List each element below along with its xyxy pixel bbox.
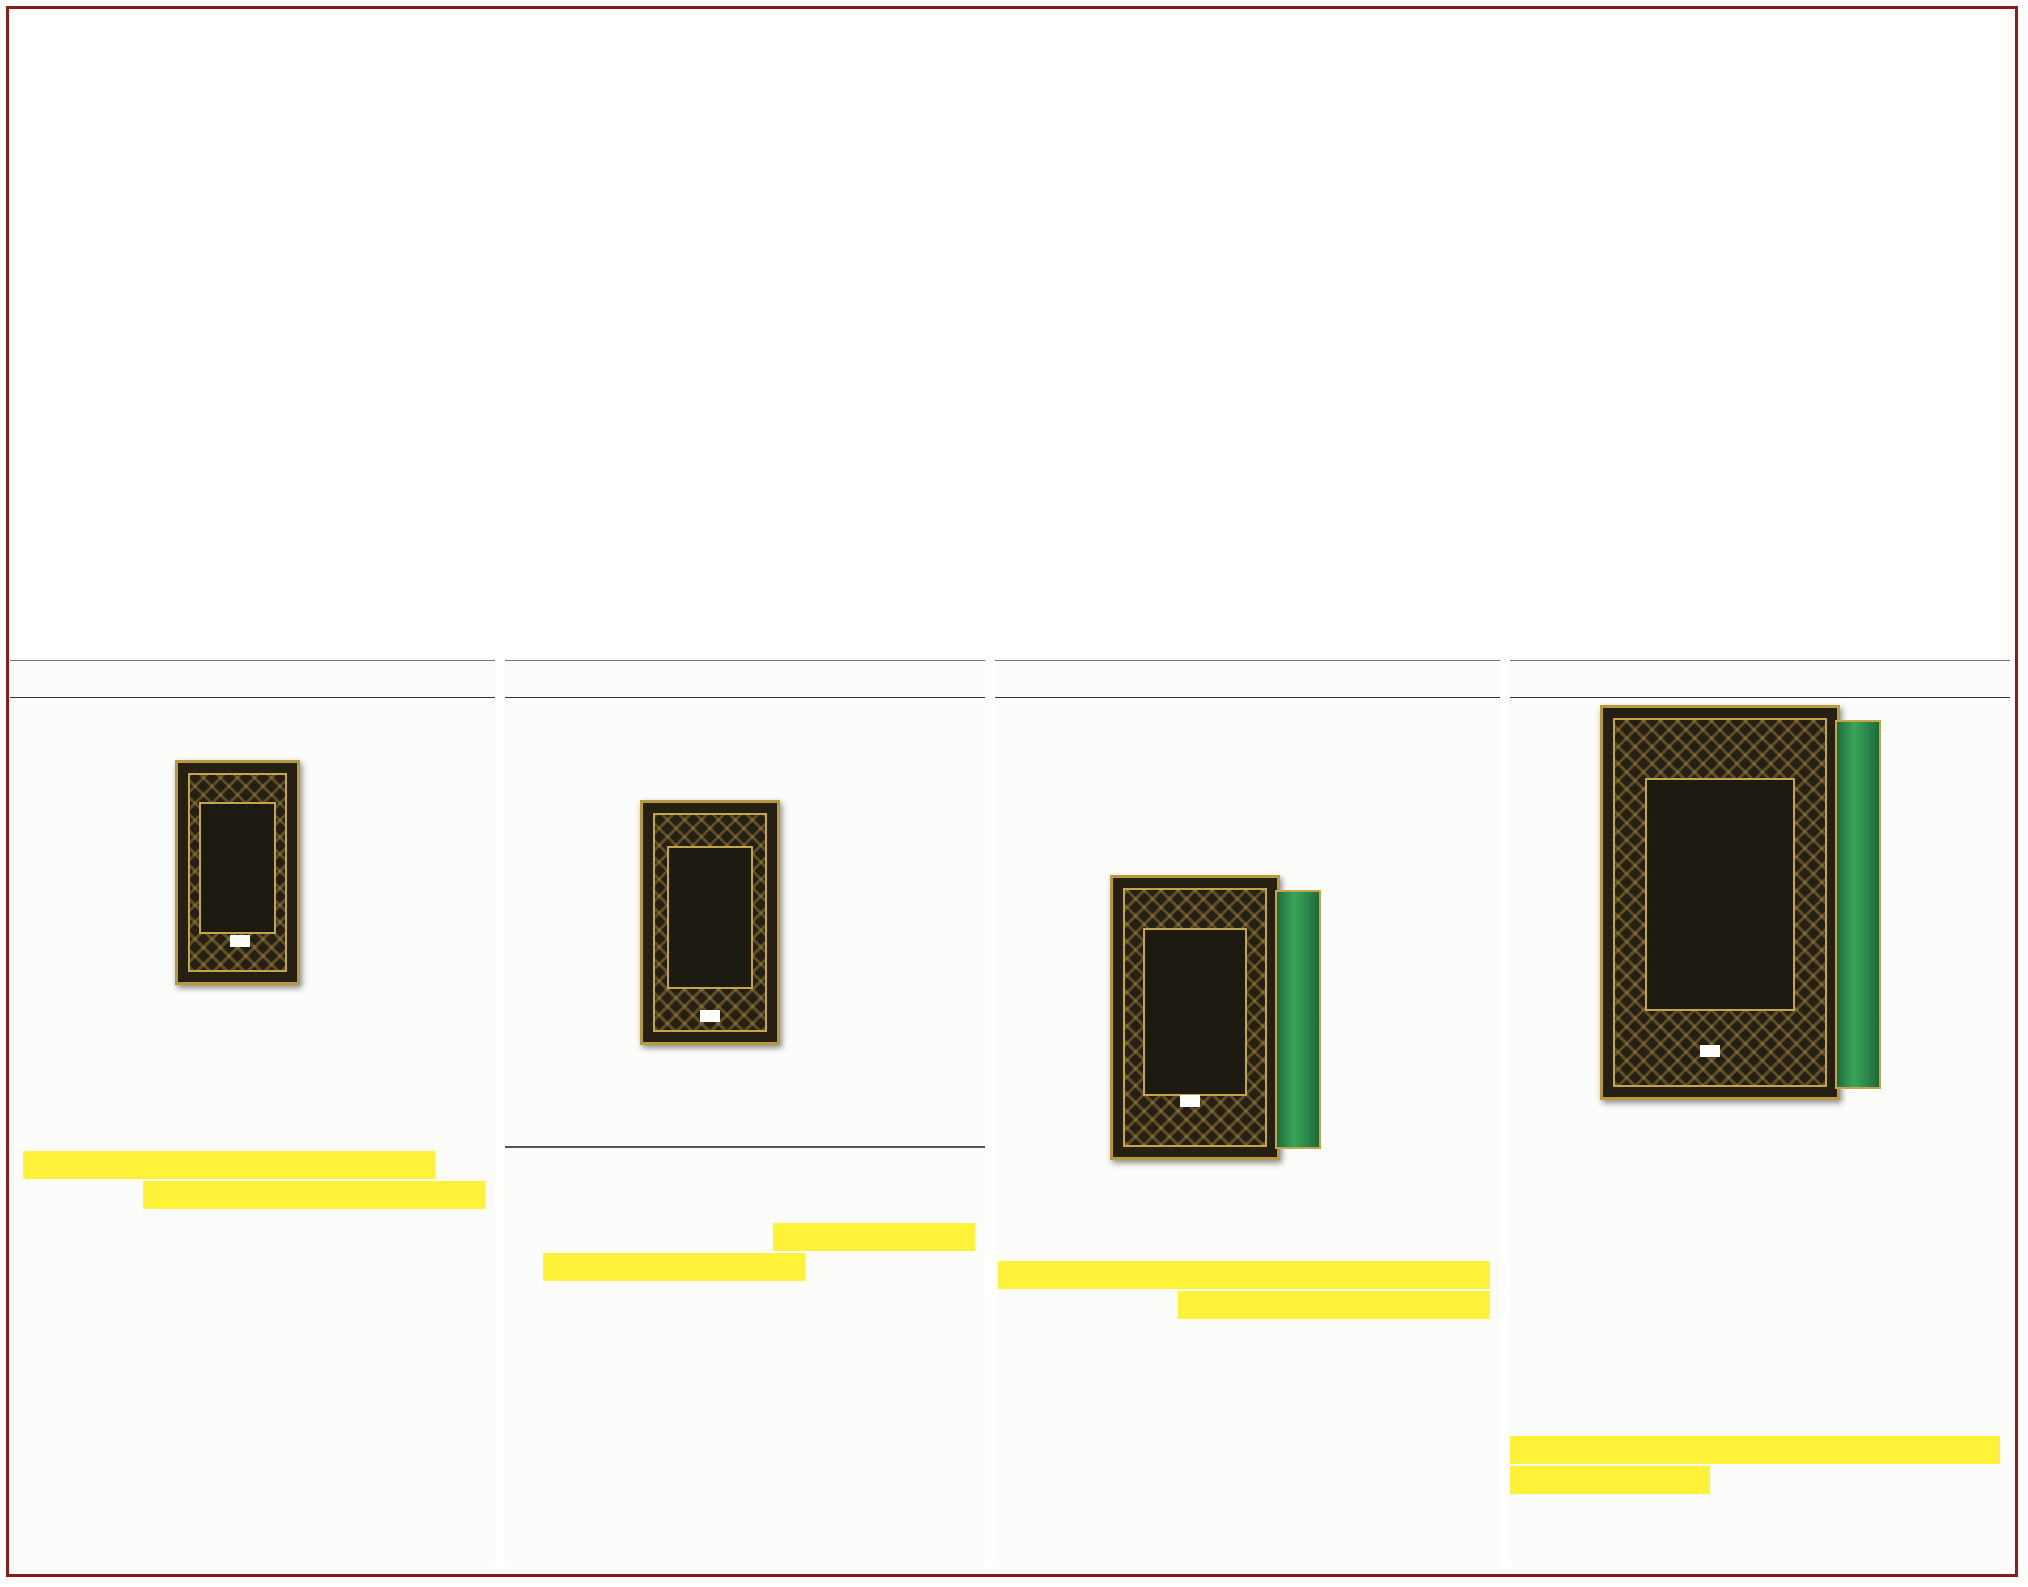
cover-title-panel — [1143, 928, 1248, 1095]
page-body-lower — [515, 1161, 975, 1558]
page-header — [10, 661, 495, 698]
book-cover — [1110, 875, 1280, 1160]
book-cover — [640, 800, 780, 1045]
label-badge — [1180, 1095, 1200, 1107]
book-cover — [1600, 705, 1840, 1100]
page-header — [505, 661, 985, 698]
section-divider — [505, 1146, 985, 1148]
urdu-commentary — [14, 10, 2008, 610]
label-badge — [1700, 1045, 1720, 1057]
highlighted-excerpt — [543, 1253, 805, 1281]
page-header — [1510, 661, 2010, 698]
book-cover — [175, 760, 300, 985]
page-header — [995, 661, 1500, 698]
label-badge — [700, 1010, 720, 1022]
highlighted-excerpt — [773, 1223, 975, 1251]
cover-title-panel — [199, 802, 275, 933]
highlighted-excerpt — [998, 1261, 1490, 1289]
label-badge — [230, 935, 250, 947]
cover-title-panel — [667, 846, 753, 989]
highlighted-excerpt — [143, 1181, 485, 1209]
highlighted-excerpt — [1178, 1291, 1490, 1319]
highlighted-excerpt — [1510, 1466, 1710, 1494]
highlighted-excerpt — [23, 1151, 435, 1179]
highlighted-excerpt — [1510, 1436, 2000, 1464]
cover-title-panel — [1645, 778, 1795, 1011]
scan-page-137 — [505, 660, 985, 1566]
